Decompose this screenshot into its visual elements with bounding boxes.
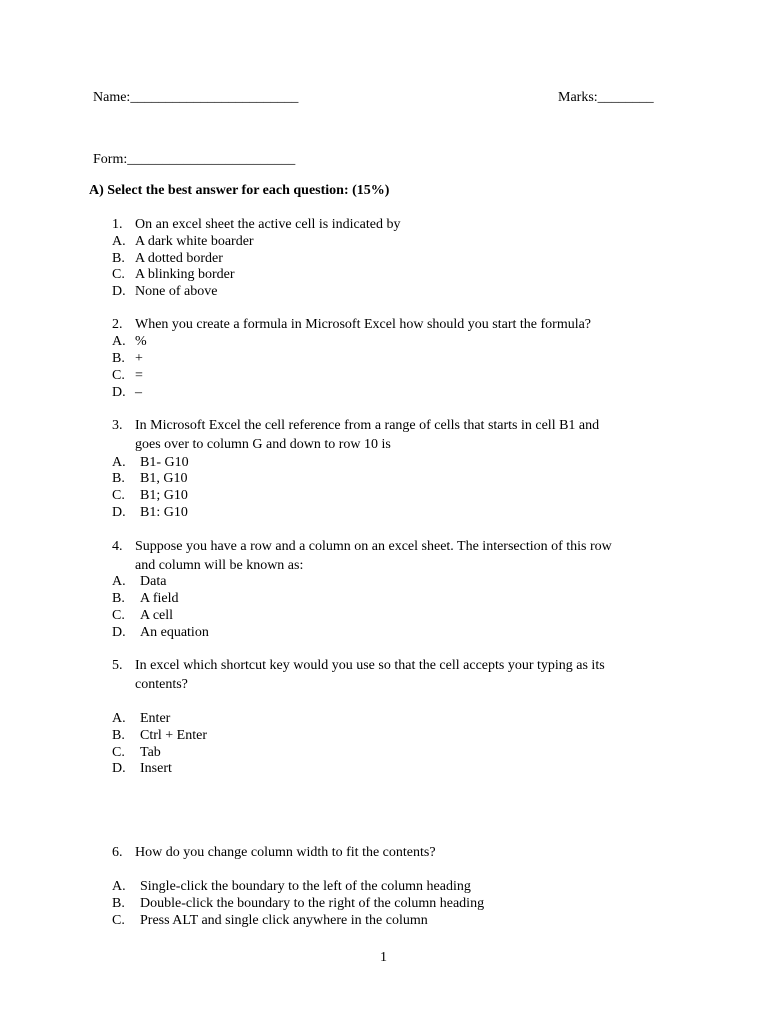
section-heading: A) Select the best answer for each question: (15%) — [89, 183, 390, 198]
option-text: B1: G10 — [140, 505, 188, 520]
option-letter: C. — [112, 267, 125, 282]
marks-label: Marks: — [558, 90, 598, 105]
question-number: 2. — [112, 317, 123, 332]
option-text: % — [135, 334, 147, 349]
option-text: A cell — [140, 608, 174, 623]
name-label: Name: — [93, 90, 131, 105]
option-letter: B. — [112, 896, 125, 911]
form-label: Form: — [93, 152, 128, 167]
option-text: Data — [140, 574, 167, 589]
option-letter: D. — [112, 625, 126, 640]
question-number: 3. — [112, 418, 123, 433]
option-text: Tab — [140, 745, 161, 760]
question-number: 6. — [112, 845, 123, 860]
question-text: On an excel sheet the active cell is indicated by — [135, 217, 401, 232]
option-letter: B. — [112, 251, 125, 266]
option-letter: B. — [112, 728, 125, 743]
option-letter: B. — [112, 591, 125, 606]
form-blank: ________________________ — [127, 152, 296, 167]
question-text: Suppose you have a row and a column on an excel sheet. The intersection of this row — [135, 539, 612, 554]
option-text: B1, G10 — [140, 471, 188, 486]
option-letter: A. — [112, 711, 126, 726]
page-number: 1 — [380, 950, 387, 965]
option-letter: A. — [112, 334, 126, 349]
option-text: None of above — [135, 284, 218, 299]
option-text: – — [135, 385, 142, 400]
option-text: Enter — [140, 711, 171, 726]
option-letter: C. — [112, 913, 125, 928]
option-text: B1- G10 — [140, 455, 189, 470]
option-text: Press ALT and single click anywhere in the column — [140, 913, 428, 928]
option-letter: D. — [112, 284, 126, 299]
option-text: A blinking border — [135, 267, 235, 282]
option-text: B1; G10 — [140, 488, 188, 503]
question-number: 1. — [112, 217, 123, 232]
form-field — [93, 151, 295, 168]
question-text: goes over to column G and down to row 10 is — [135, 437, 391, 452]
option-text: Double-click the boundary to the right of the column heading — [140, 896, 485, 911]
option-letter: A. — [112, 574, 126, 589]
option-letter: B. — [112, 351, 125, 366]
option-letter: B. — [112, 471, 125, 486]
option-text: A field — [140, 591, 179, 606]
option-text: Ctrl + Enter — [140, 728, 207, 743]
option-letter: D. — [112, 505, 126, 520]
option-letter: D. — [112, 385, 126, 400]
marks-blank: ________ — [597, 90, 654, 105]
option-letter: A. — [112, 879, 126, 894]
option-letter: C. — [112, 608, 125, 623]
option-letter: A. — [112, 234, 126, 249]
option-text: A dotted border — [135, 251, 223, 266]
question-number: 5. — [112, 658, 123, 673]
question-text: In Microsoft Excel the cell reference from a range of cells that starts in cell B1 and — [135, 418, 600, 433]
question-text: and column will be known as: — [135, 558, 304, 573]
marks-field — [558, 89, 654, 106]
option-letter: C. — [112, 488, 125, 503]
name-blank: ________________________ — [130, 90, 299, 105]
option-text: Single-click the boundary to the left of the column heading — [140, 879, 471, 894]
question-text: When you create a formula in Microsoft Excel how should you start the formula? — [135, 317, 592, 332]
question-text: contents? — [135, 677, 188, 692]
option-letter: D. — [112, 761, 126, 776]
option-letter: C. — [112, 368, 125, 383]
option-text: Insert — [140, 761, 172, 776]
option-text: = — [135, 368, 143, 383]
option-text: A dark white boarder — [135, 234, 254, 249]
name-field — [93, 89, 298, 106]
question-text: How do you change column width to fit the contents? — [135, 845, 436, 860]
question-number: 4. — [112, 539, 123, 554]
option-letter: A. — [112, 455, 126, 470]
question-text: In excel which shortcut key would you use so that the cell accepts your typing as its — [135, 658, 605, 673]
option-text: + — [135, 351, 143, 366]
option-text: An equation — [140, 625, 209, 640]
option-letter: C. — [112, 745, 125, 760]
